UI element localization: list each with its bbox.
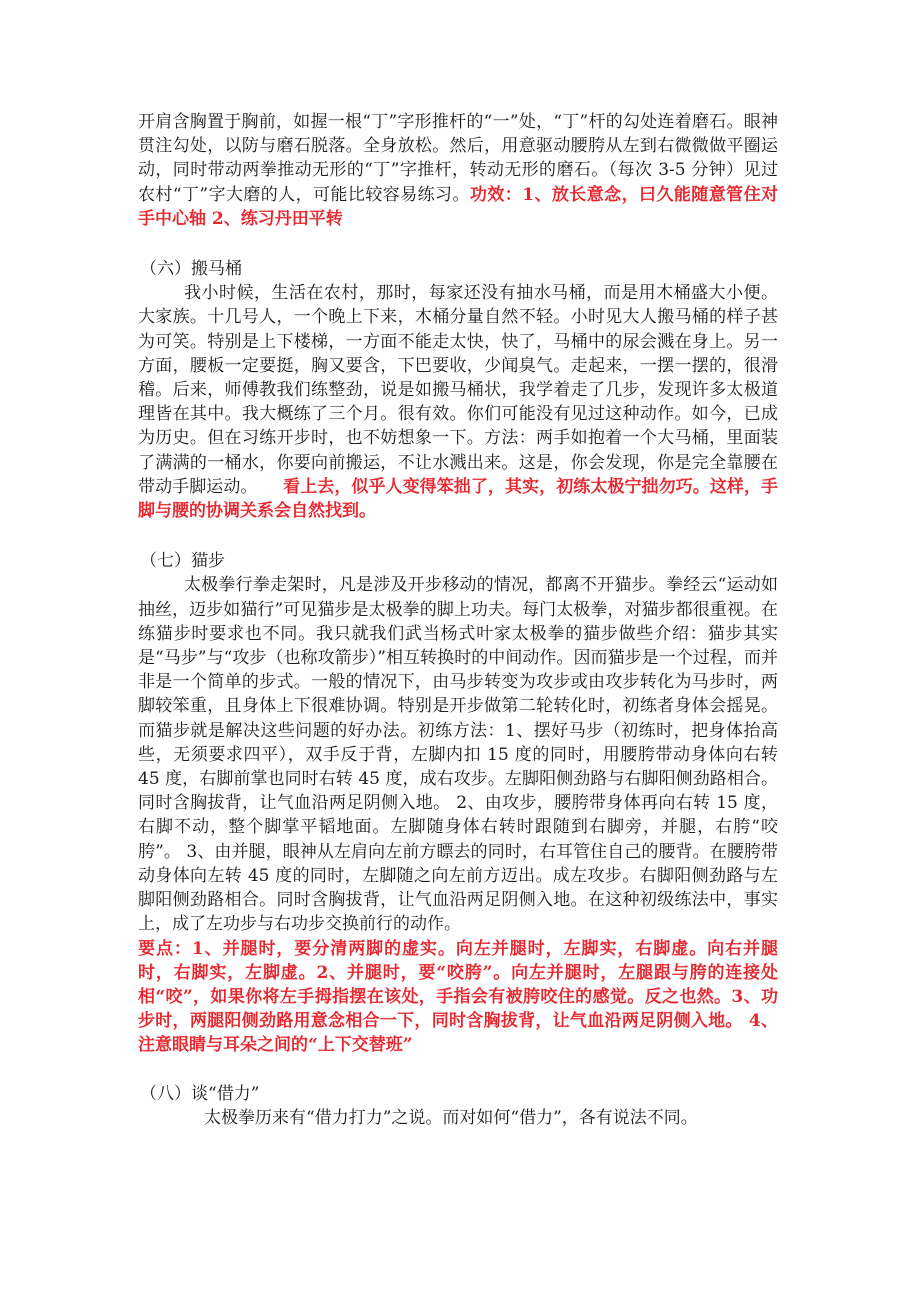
intro-paragraph [138, 110, 778, 231]
section6-text: 我小时候，生活在农村，那时，每家还没有抽水马桶，而是用木桶盛大小便。大家族。十几号人，一个晚上下来，木桶分量自然不轻。小时见大人搬马桶的样子甚为可笑。特别是上下楼梯，一方面不能走太快，快了，马桶中的尿会溅在身上。另一方面，腰板一定要挺，胸又要含，下巴要收，少闻臭气。走起来，一摆一摆的，很滑稽。后来，师傅教我们练整劲，说是如搬马桶状，我学着走了几步，发现许多太极道理皆在其中。我大概练了三个月。很有效。你们可能没有见过这种动作。如今，已成为历史。但在习练开步时，也不妨想象一下。方法：两手如抱着一个大马桶，里面装了满满的一桶水，你要向前搬运，不让水溅出来。这是，你会发现，你是完全靠腰在带动手脚运动。 [138, 283, 778, 497]
section-heading-7: （七）猫步 [140, 551, 225, 572]
intro-highlight: 功效：1、放长意念，曰久能随意管住对手中心轴 2、练习丹田平转 [138, 184, 779, 229]
intro-text: 开肩含胸置于胸前，如握一根“丁”字形推杆的“一”处，“丁”杆的勾处连着磨石。眼神贯注勾处，以防与磨石脱落。全身放松。然后，用意驱动腰胯从左到右微微做平圈运动，同时带动两拳推动无形的“丁”字推杆，转动无形的磨石。（每次 3-5 分钟）见过农村“丁”字大磨的人，可能比较容易练习。 [138, 112, 778, 205]
section6-highlight: 看上去，似乎人变得笨拙了，其实，初练太极宁拙勿巧。这样，手脚与腰的协调关系会自然找到。 [138, 476, 779, 522]
document-page [138, 110, 778, 1130]
section7-paragraph: 太极拳行拳走架时，凡是涉及开步移动的情况，都离不开猫步。拳经云“运动如抽丝，迈步如猫行”可见猫步是太极拳的脚上功夫。每门太极拳，对猫步都很重视。在练猫步时要求也不同。我只就我们武当杨式叶家太极拳的猫步做些介绍：猫步其实是“马步”与“攻步（也称攻箭步）”相互转换时的中间动作。因而猫步是一个过程，而并非是一个简单的步式。一般的情况下，由马步转变为攻步或由攻步转化为马步时，两脚较笨重，且身体上下很难协调。特别是开步做第二轮转化时，初练者身体会摇晃。而猫步就是解决这些问题的好办法。初练方法：1、摆好马步（初练时，把身体抬高些，无须要求四平），双手反于背，左脚内扣 15 度的同时，用腰胯带动身体向右转 45 度，右脚前掌也同时右转 45 度，成右攻步。左脚阳侧劲路与右脚阳侧劲路相合。同时含胸拔背，让气血沿两足阴侧入地。 2、由攻步，腰胯带身体再向右转 15 度，右脚不动，整个脚掌平韬地面。左脚随身体右转时跟随到右脚旁，并腿，右胯“咬胯”。 3、由并腿，眼神从左肩向左前方瞟去的同时，右耳管住自己的腰背。在腰胯带动身体向左转 45 度的同时，左脚随之向左前方迈出。成左攻步。右脚阳侧劲路与左脚阳侧劲路相合。同时含胸拔背，让气血沿两足阴侧入地。在这种初级练法中，事实上，成了左功步与右功步交换前行的动作。 [138, 575, 778, 935]
section-heading-8: （八）谈“借力” [140, 1083, 260, 1104]
section6-paragraph [138, 281, 778, 523]
section7-highlight: 要点：1、并腿时，要分清两脚的虚实。向左并腿时，左脚实，右脚虚。向右并腿时，右脚实，左脚虚。2、并腿时，要“咬胯”。向左并腿时，左腿跟与胯的连接处相“咬”，如果你将左手拇指摆在该处，手指会有被胯咬住的感觉。反之也然。3、功步时，两腿阳侧劲路用意念相合一下，同时含胸拔背，让气血沿两足阴侧入地。 4、注意眼睛与耳朵之间的“上下交替班” [138, 938, 778, 1056]
section8-paragraph: 太极拳历来有“借力打力”之说。而对如何“借力”，各有说法不同。 [204, 1107, 698, 1128]
section-heading-6: （六）搬马桶 [140, 259, 242, 280]
